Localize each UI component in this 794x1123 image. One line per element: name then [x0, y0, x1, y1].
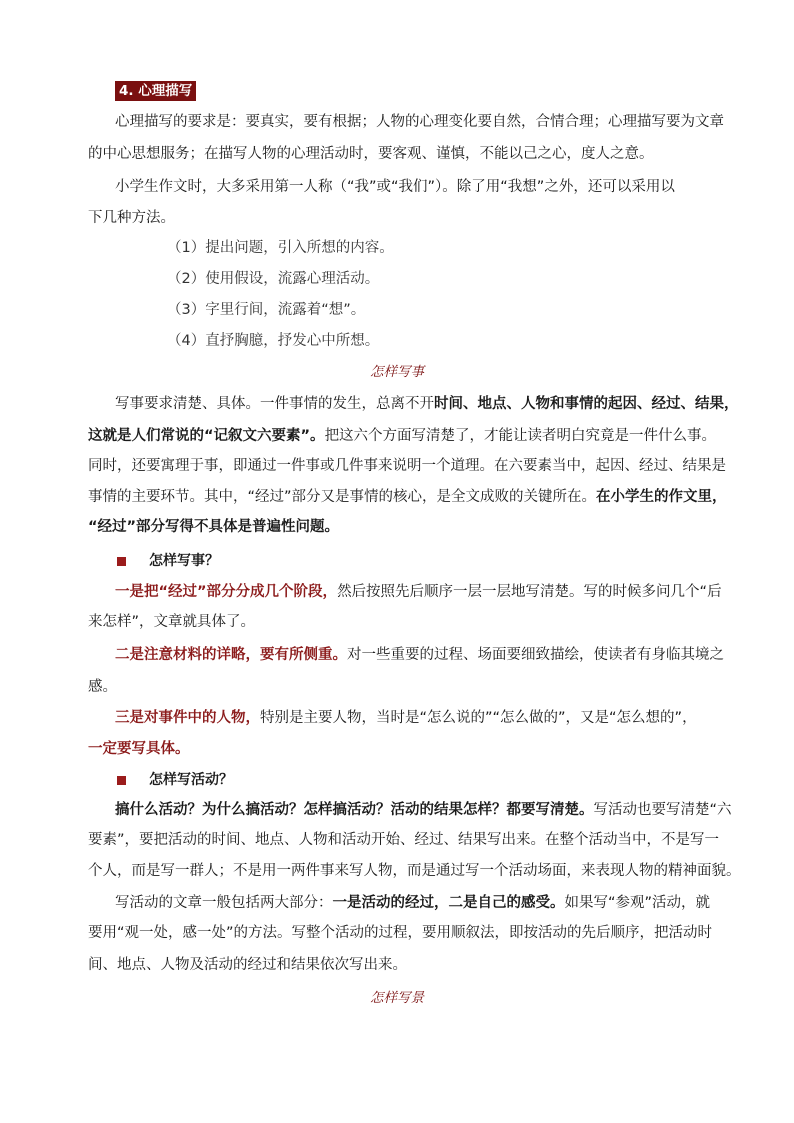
events-line3: 同时，还要寓理于事，即通过一件事或几件事来说明一个道理。在六要素当中，起因、经过、结果是 — [88, 458, 726, 474]
method3-line1 — [115, 708, 697, 728]
events-text: 写事要求清楚、具体。一件事情的发生，总离不开 — [115, 396, 434, 412]
method1-text: 然后按照先后顺序一层一层地写清楚。写的时候多问几个“后 — [337, 584, 722, 600]
psych-para2-line1: 小学生作文时，大多采用第一人称（“我”或“我们”）。除了用“我想”之外，还可以采用以 — [115, 179, 675, 195]
method1-line1 — [115, 582, 722, 602]
bullet-square-icon — [117, 557, 126, 566]
method-list-item: （2）使用假设，流露心理活动。 — [167, 271, 380, 287]
section-heading-psychological: 4. 心理描写 — [115, 81, 196, 101]
activity-text: 写活动也要写清楚“六 — [593, 802, 732, 818]
psych-para2-line2: 下几种方法。 — [88, 210, 175, 226]
method-list-item: （3）字里行间，流露着“想”。 — [167, 302, 366, 318]
events-emphasis: 在小学生的作文里， — [596, 489, 727, 505]
activity-line1 — [115, 800, 732, 820]
events-line5: “经过”部分写得不具体是普遍性问题。 — [88, 519, 340, 535]
events-text: 把这六个方面写清楚了，才能让读者明白究竟是一件什么事。 — [324, 428, 717, 444]
method2-line2: 感。 — [88, 679, 117, 695]
events-line4 — [88, 487, 727, 507]
activity-line5: 要用“观一处，感一处”的方法。写整个活动的过程，要用顺叙法，即按活动的先后顺序，把活动时 — [88, 925, 713, 941]
events-emphasis: 这就是人们常说的“记叙文六要素”。 — [88, 428, 325, 444]
method1-emphasis: 一是把“经过”部分分成几个阶段， — [115, 584, 338, 600]
subhead-howto-activity: 怎样写活动？ — [149, 772, 233, 788]
method1-line2: 来怎样”，文章就具体了。 — [88, 614, 256, 630]
method3-emphasis: 三是对事件中的人物， — [115, 710, 260, 726]
activity-emphasis: 一是活动的经过，二是自己的感受。 — [332, 895, 565, 911]
method-list-item: （1）提出问题，引入所想的内容。 — [167, 240, 394, 256]
bullet-square-icon — [117, 776, 126, 785]
activity-line2: 要素”，要把活动的时间、地点、人物和活动开始、经过、结果写出来。在整个活动当中，不是写一 — [88, 832, 720, 848]
method3-line2: 一定要写具体。 — [88, 741, 190, 757]
activity-line6: 间、地点、人物及活动的经过和结果依次写出来。 — [88, 957, 407, 973]
activity-text: 写活动的文章一般包括两大部分： — [115, 895, 333, 911]
method-list-item: （4）直抒胸臆，抒发心中所想。 — [167, 333, 380, 349]
method2-emphasis: 二是注意材料的详略，要有所侧重。 — [115, 647, 347, 663]
method2-line1 — [115, 645, 724, 665]
psych-para1-line2: 的中心思想服务；在描写人物的心理活动时，要客观、谨慎，不能以己之心，度人之意。 — [88, 146, 654, 162]
events-line2 — [88, 426, 716, 446]
method2-text: 对一些重要的过程、场面要细致描绘，使读者有身临其境之 — [347, 647, 724, 663]
activity-emphasis: 搞什么活动？为什么搞活动？怎样搞活动？活动的结果怎样？都要写清楚。 — [115, 802, 594, 818]
section-title-scenery: 怎样写景 — [370, 990, 424, 1006]
activity-line4 — [115, 893, 710, 913]
subhead-howto-event: 怎样写事？ — [149, 553, 219, 569]
events-emphasis: 时间、地点、人物和事情的起因、经过、结果， — [434, 396, 739, 412]
events-line1 — [115, 394, 739, 414]
activity-line3: 个人，而是写一群人；不是用一两件事来写人物，而是通过写一个活动场面，来表现人物的精神面貌。 — [88, 863, 741, 879]
psych-para1-line1: 心理描写的要求是：要真实，要有根据；人物的心理变化要自然，合情合理；心理描写要为文章 — [115, 114, 724, 130]
method3-text: 特别是主要人物，当时是“怎么说的”“怎么做的”，又是“怎么想的”， — [260, 710, 697, 726]
section-title-events: 怎样写事 — [370, 364, 424, 380]
activity-text: 如果写“参观”活动，就 — [564, 895, 711, 911]
events-text: 事情的主要环节。其中，“经过”部分又是事情的核心，是全文成败的关键所在。 — [88, 489, 597, 505]
